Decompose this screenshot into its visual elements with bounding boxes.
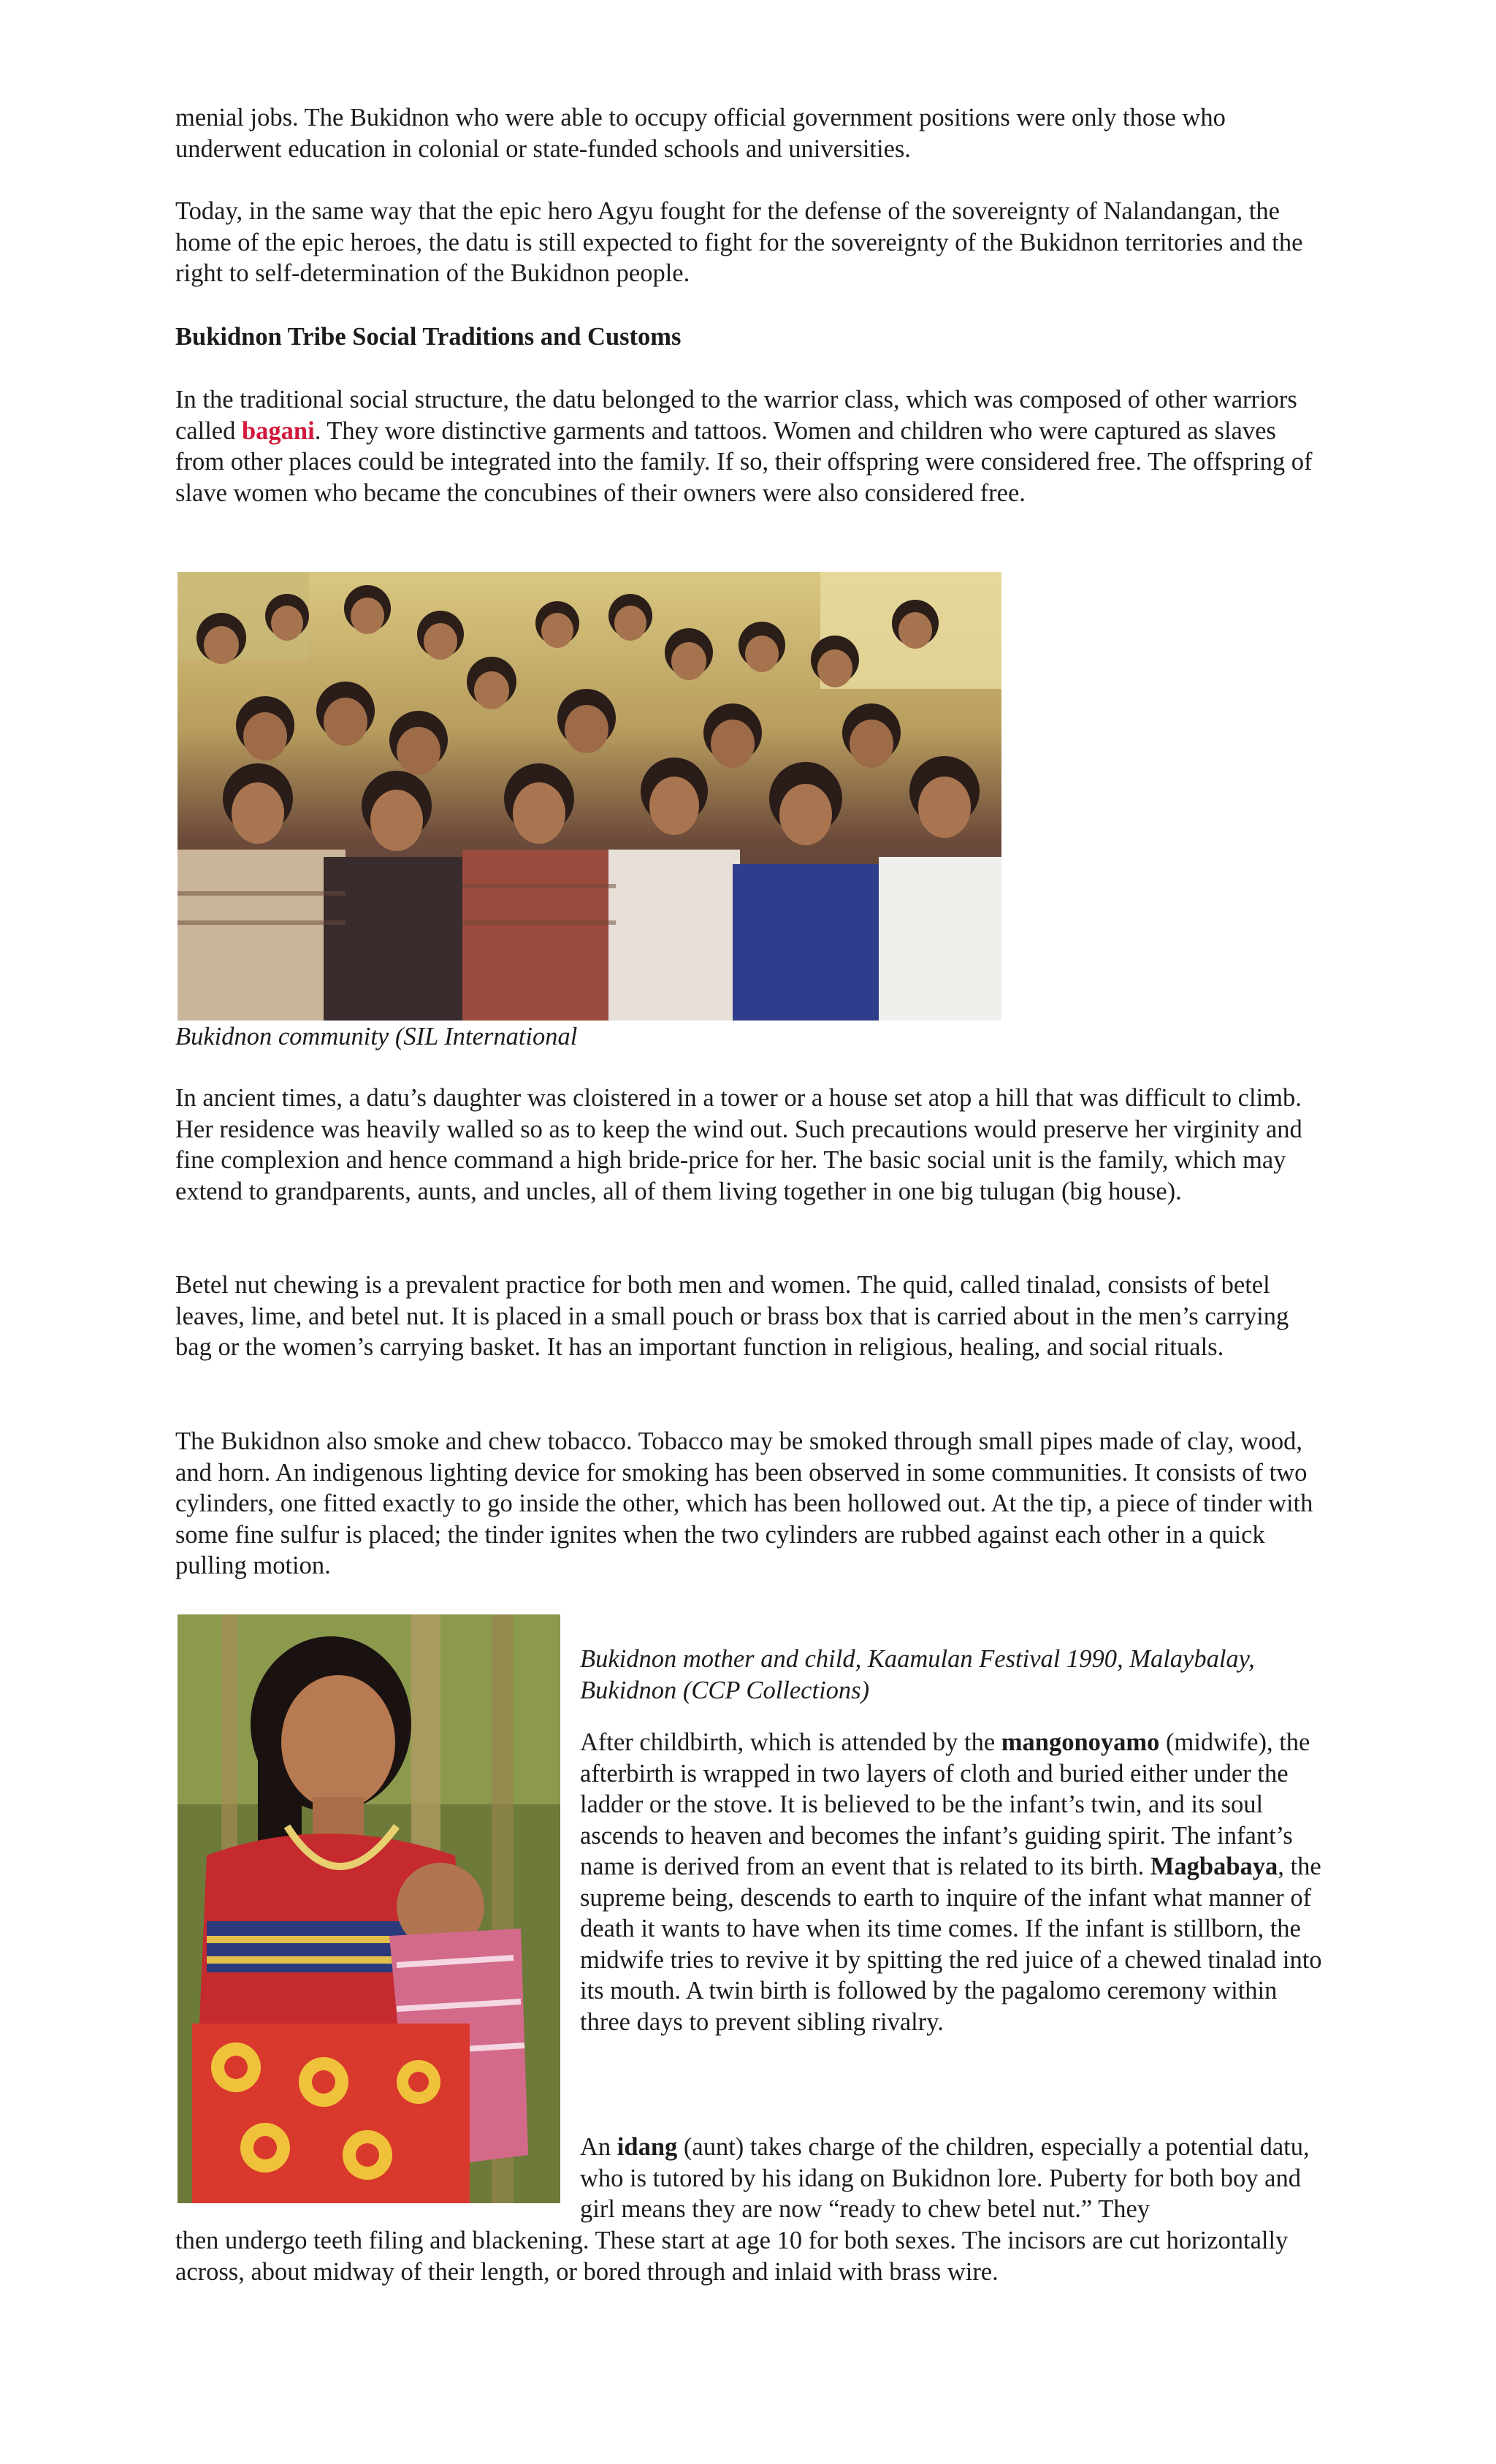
- paragraph-text: An: [580, 2133, 617, 2161]
- keyword-mangonoyamo: mangonoyamo: [1001, 1728, 1160, 1756]
- paragraph-text: After childbirth, which is attended by the: [580, 1728, 1001, 1756]
- paragraph-tobacco: The Bukidnon also smoke and chew tobacco. Tobacco may be smoked through small pipes made of clay, wood, and horn. An indigenous lighting device for smoking has been observed in some communities. It consists of two cylinders, one fitted exactly to go inside the other, which has been hollowed out. At the tip, a piece of tinder with some fine sulfur is placed; the tinder ignites when the two cylinders are rubbed against each other in a quick pulling motion.: [175, 1427, 1313, 1579]
- paragraph-text: . They wore distinctive garments and tattoos. Women and children who were captured as slaves from other places could be integrated into the family. If so, their offspring were considered free. The offspring of slave women who became the concubines of their owners were also considered free.: [175, 416, 1313, 507]
- paragraph-childbirth: [580, 1727, 1332, 2037]
- community-photo-graphic: [178, 572, 1001, 1021]
- community-photo-caption: Bukidnon community (SIL International: [175, 1023, 578, 1050]
- paragraph-social-structure: [175, 384, 1329, 508]
- keyword-magbabaya: Magbabaya: [1150, 1853, 1278, 1880]
- community-photo: [178, 572, 1001, 1021]
- keyword-bagani: bagani: [241, 416, 315, 445]
- paragraph-teeth-filing: then undergo teeth filing and blackening. These start at age 10 for both sexes. The incisors are cut horizontally across, about midway of their length, or bored through and inlaid with brass wire.: [175, 2227, 1289, 2286]
- paragraph-idang: [580, 2132, 1332, 2225]
- mother-child-photo-caption: Bukidnon mother and child, Kaamulan Festival 1990, Malaybalay, Bukidnon (CCP Collections): [580, 1645, 1255, 1704]
- keyword-idang: idang: [617, 2133, 678, 2161]
- paragraph-menial-jobs: menial jobs. The Bukidnon who were able to occupy official government positions were only those who underwent education in colonial or state-funded schools and universities.: [175, 104, 1226, 163]
- paragraph-agyu: Today, in the same way that the epic hero Agyu fought for the defense of the sovereignty of Nalandangan, the home of the epic heroes, the datu is still expected to fight for the sovereignty of the Bukidnon territories and the right to self-determination of the Bukidnon people.: [175, 197, 1303, 287]
- paragraph-text: , the supreme being, descends to earth to inquire of the infant what manner of death it wants to have when its time comes. If the infant is stillborn, the midwife tries to revive it by spitting the red juice of a chewed tinalad into its mouth. A twin birth is followed by the pagalomo ceremony within three days to prevent sibling rivalry.: [580, 1853, 1322, 2036]
- paragraph-text: (midwife), the afterbirth is wrapped in two layers of cloth and buried either under the ladder or the stove. It is believed to be the infant’s twin, and its soul ascends to heaven and becomes the infant’s guiding spirit. The infant’s name is derived from an event that is related to its birth.: [580, 1728, 1310, 1880]
- paragraph-datu-daughter: In ancient times, a datu’s daughter was cloistered in a tower or a house set atop a hill that was difficult to climb. Her residence was heavily walled so as to keep the wind out. Such precautions would preserve her virginity and fine complexion and hence command a high bride-price for her. The basic social unit is the family, which may extend to grandparents, aunts, and uncles, all of them living together in one big tulugan (big house).: [175, 1084, 1302, 1205]
- paragraph-betel-nut: Betel nut chewing is a prevalent practice for both men and women. The quid, called tinalad, consists of betel leaves, lime, and betel nut. It is placed in a small pouch or brass box that is carried about in the men’s carrying bag or the women’s carrying basket. It has an important function in religious, healing, and social rituals.: [175, 1271, 1289, 1361]
- mother-child-photo-graphic: [178, 1614, 560, 2203]
- paragraph-text: (aunt) takes charge of the children, especially a potential datu, who is tutored by his idang on Bukidnon lore. Puberty for both boy and girl means they are now “ready to chew betel nut.” They: [580, 2133, 1310, 2223]
- section-heading: Bukidnon Tribe Social Traditions and Customs: [175, 323, 682, 351]
- paragraph-text: In the traditional social structure, the datu belonged to the warrior class, which was composed of other warriors called: [175, 386, 1297, 445]
- mother-child-photo: [178, 1614, 560, 2203]
